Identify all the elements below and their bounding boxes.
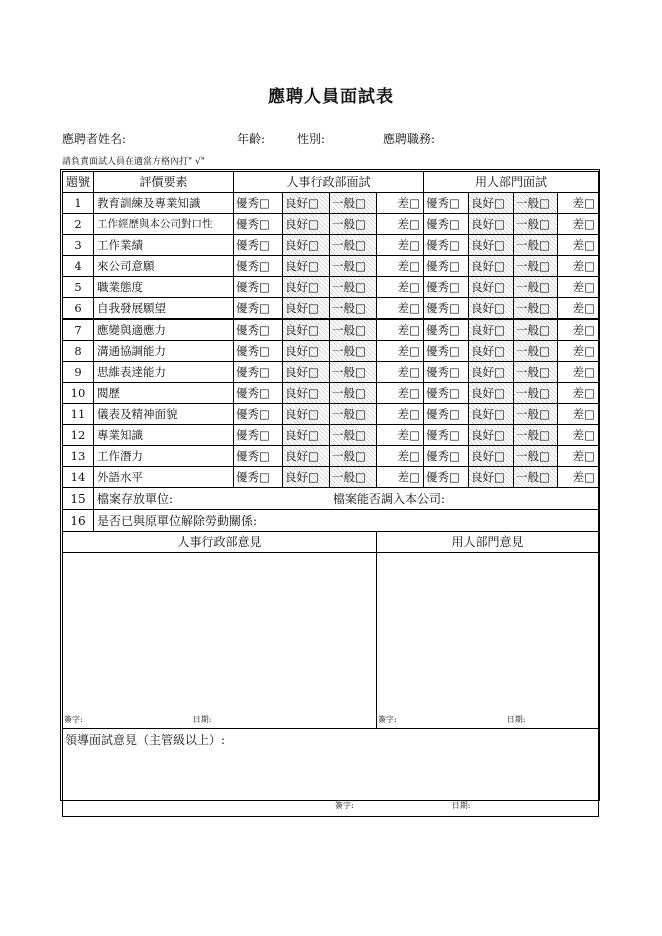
hr-option-excellent[interactable]: 優秀□ <box>234 425 283 446</box>
dept-option-poor[interactable]: 差□ <box>558 193 599 214</box>
dept-option-poor[interactable]: 差□ <box>558 446 599 467</box>
dept-option-poor[interactable]: 差□ <box>558 319 599 341</box>
dept-option-good[interactable]: 良好□ <box>469 341 514 362</box>
archive-location-label: 檔案存放單位: <box>97 491 174 506</box>
table-row-archive <box>63 488 599 510</box>
dept-option-average[interactable]: 一般□ <box>514 193 558 214</box>
hr-option-poor[interactable]: 差□ <box>377 277 424 298</box>
table-row <box>63 341 599 362</box>
hr-opinion-title: 人事行政部意見 <box>63 532 377 553</box>
hr-opinion-box[interactable] <box>63 553 377 729</box>
row-number: 3 <box>63 235 94 256</box>
dept-option-good[interactable]: 良好□ <box>469 214 514 235</box>
hr-option-good[interactable]: 良好□ <box>283 383 330 404</box>
criterion-label: 應變與適應力 <box>94 319 234 341</box>
leadership-opinion-box[interactable] <box>63 729 599 817</box>
dept-option-good[interactable]: 良好□ <box>469 404 514 425</box>
dept-option-good[interactable]: 良好□ <box>469 446 514 467</box>
hr-option-average[interactable]: 一般□ <box>330 446 377 467</box>
row-number: 12 <box>63 425 94 446</box>
dept-option-good[interactable]: 良好□ <box>469 467 514 488</box>
hr-option-excellent[interactable]: 優秀□ <box>234 256 283 277</box>
dept-option-average[interactable]: 一般□ <box>514 425 558 446</box>
dept-option-average[interactable]: 一般□ <box>514 467 558 488</box>
hr-option-good[interactable]: 良好□ <box>283 319 330 341</box>
hr-option-poor[interactable]: 差□ <box>377 446 424 467</box>
hr-option-poor[interactable]: 差□ <box>377 193 424 214</box>
hr-option-poor[interactable]: 差□ <box>377 298 424 320</box>
hr-sign-label: 簽字: <box>64 715 83 724</box>
dept-opinion-box[interactable] <box>377 553 599 729</box>
dept-option-excellent[interactable]: 優秀□ <box>424 446 469 467</box>
dept-option-average[interactable]: 一般□ <box>514 319 558 341</box>
hr-option-poor[interactable]: 差□ <box>377 235 424 256</box>
hr-option-excellent[interactable]: 優秀□ <box>234 193 283 214</box>
dept-option-average[interactable]: 一般□ <box>514 277 558 298</box>
dept-option-excellent[interactable]: 優秀□ <box>424 362 469 383</box>
dept-option-poor[interactable]: 差□ <box>558 404 599 425</box>
table-row <box>63 319 599 341</box>
dept-option-excellent[interactable]: 優秀□ <box>424 256 469 277</box>
hr-option-excellent[interactable]: 優秀□ <box>234 214 283 235</box>
leadership-opinion-label: 領導面試意見（主管級以上）: <box>65 733 226 747</box>
labor-relation-label[interactable]: 是否已與原單位解除勞動關係: <box>94 510 599 532</box>
hr-option-average[interactable]: 一般□ <box>330 214 377 235</box>
hr-option-average[interactable]: 一般□ <box>330 256 377 277</box>
hr-option-average[interactable]: 一般□ <box>330 341 377 362</box>
archive-transfer-label: 檔案能否調入本公司: <box>333 491 446 506</box>
leadership-date-label: 日期: <box>451 801 471 810</box>
row-number: 8 <box>63 341 94 362</box>
row-number: 10 <box>63 383 94 404</box>
table-row <box>63 277 599 298</box>
criterion-label: 專業知識 <box>94 425 234 446</box>
hr-option-good[interactable]: 良好□ <box>283 425 330 446</box>
dept-option-average[interactable]: 一般□ <box>514 235 558 256</box>
dept-option-average[interactable]: 一般□ <box>514 214 558 235</box>
criterion-label: 教育訓練及專業知識 <box>94 193 234 214</box>
dept-option-poor[interactable]: 差□ <box>558 467 599 488</box>
hr-option-good[interactable]: 良好□ <box>283 404 330 425</box>
dept-option-good[interactable]: 良好□ <box>469 362 514 383</box>
hr-option-excellent[interactable]: 優秀□ <box>234 467 283 488</box>
hr-option-average[interactable]: 一般□ <box>330 425 377 446</box>
dept-option-average[interactable]: 一般□ <box>514 256 558 277</box>
applicant-name-label: 應聘者姓名: <box>62 132 127 146</box>
dept-option-excellent[interactable]: 優秀□ <box>424 404 469 425</box>
hr-option-average[interactable]: 一般□ <box>330 277 377 298</box>
criterion-label: 工作業績 <box>94 235 234 256</box>
criterion-label: 閱歷 <box>94 383 234 404</box>
criterion-label: 外語水平 <box>94 467 234 488</box>
dept-option-poor[interactable]: 差□ <box>558 425 599 446</box>
dept-option-poor[interactable]: 差□ <box>558 298 599 320</box>
header-hr-interview: 人事行政部面試 <box>234 172 424 193</box>
table-row <box>63 235 599 256</box>
dept-option-excellent[interactable]: 優秀□ <box>424 214 469 235</box>
dept-date-label: 日期: <box>506 715 526 724</box>
criterion-label: 工作潛力 <box>94 446 234 467</box>
dept-option-average[interactable]: 一般□ <box>514 383 558 404</box>
opinion-header-row <box>63 532 599 553</box>
table-row <box>63 425 599 446</box>
hr-option-excellent[interactable]: 優秀□ <box>234 362 283 383</box>
row-number: 9 <box>63 362 94 383</box>
hr-option-average[interactable]: 一般□ <box>330 319 377 341</box>
dept-option-excellent[interactable]: 優秀□ <box>424 319 469 341</box>
hr-option-excellent[interactable]: 優秀□ <box>234 446 283 467</box>
dept-option-good[interactable]: 良好□ <box>469 425 514 446</box>
hr-option-average[interactable]: 一般□ <box>330 404 377 425</box>
header-item: 評價要素 <box>94 172 234 193</box>
header-dept-interview: 用人部門面試 <box>424 172 599 193</box>
dept-option-good[interactable]: 良好□ <box>469 277 514 298</box>
dept-option-poor[interactable]: 差□ <box>558 214 599 235</box>
criterion-label: 溝通協調能力 <box>94 341 234 362</box>
gender-label: 性別: <box>297 132 326 146</box>
dept-option-average[interactable]: 一般□ <box>514 446 558 467</box>
dept-option-good[interactable]: 良好□ <box>469 193 514 214</box>
table-row <box>63 446 599 467</box>
dept-option-good[interactable]: 良好□ <box>469 383 514 404</box>
row-number: 13 <box>63 446 94 467</box>
dept-option-good[interactable]: 良好□ <box>469 256 514 277</box>
hr-option-good[interactable]: 良好□ <box>283 446 330 467</box>
header-no: 題號 <box>63 172 94 193</box>
dept-option-average[interactable]: 一般□ <box>514 341 558 362</box>
hr-option-average[interactable]: 一般□ <box>330 298 377 320</box>
dept-opinion-title: 用人部門意見 <box>377 532 599 553</box>
hr-option-excellent[interactable]: 優秀□ <box>234 235 283 256</box>
dept-option-average[interactable]: 一般□ <box>514 298 558 320</box>
dept-option-excellent[interactable]: 優秀□ <box>424 193 469 214</box>
hr-option-poor[interactable]: 差□ <box>377 341 424 362</box>
hr-option-good[interactable]: 良好□ <box>283 193 330 214</box>
row-number: 6 <box>63 298 94 320</box>
hr-option-average[interactable]: 一般□ <box>330 235 377 256</box>
row-number: 1 <box>63 193 94 214</box>
table-row <box>63 298 599 320</box>
table-row <box>63 404 599 425</box>
hr-option-good[interactable]: 良好□ <box>283 214 330 235</box>
hr-option-good[interactable]: 良好□ <box>283 277 330 298</box>
dept-option-poor[interactable]: 差□ <box>558 383 599 404</box>
interview-form-table <box>62 171 599 817</box>
criterion-label: 儀表及精神面貌 <box>94 404 234 425</box>
hr-option-poor[interactable]: 差□ <box>377 404 424 425</box>
dept-option-excellent[interactable]: 優秀□ <box>424 277 469 298</box>
hr-option-average[interactable]: 一般□ <box>330 362 377 383</box>
dept-option-good[interactable]: 良好□ <box>469 319 514 341</box>
dept-option-excellent[interactable]: 優秀□ <box>424 235 469 256</box>
dept-option-good[interactable]: 良好□ <box>469 235 514 256</box>
row-number: 15 <box>63 488 94 510</box>
dept-option-excellent[interactable]: 優秀□ <box>424 383 469 404</box>
hr-option-poor[interactable]: 差□ <box>377 362 424 383</box>
row-number: 4 <box>63 256 94 277</box>
hr-option-average[interactable]: 一般□ <box>330 383 377 404</box>
hr-option-excellent[interactable]: 優秀□ <box>234 383 283 404</box>
leadership-row <box>63 729 599 817</box>
dept-option-poor[interactable]: 差□ <box>558 362 599 383</box>
hr-option-average[interactable]: 一般□ <box>330 193 377 214</box>
dept-option-excellent[interactable]: 優秀□ <box>424 341 469 362</box>
hr-option-excellent[interactable]: 優秀□ <box>234 277 283 298</box>
hr-option-poor[interactable]: 差□ <box>377 214 424 235</box>
criterion-label: 工作經歷與本公司對口性 <box>94 214 234 235</box>
dept-option-poor[interactable]: 差□ <box>558 341 599 362</box>
table-row <box>63 256 599 277</box>
hr-option-good[interactable]: 良好□ <box>283 256 330 277</box>
leadership-sign-label: 簽字: <box>335 801 354 810</box>
dept-option-poor[interactable]: 差□ <box>558 256 599 277</box>
hr-option-excellent[interactable]: 優秀□ <box>234 404 283 425</box>
table-row <box>63 467 599 488</box>
hr-option-good[interactable]: 良好□ <box>283 235 330 256</box>
position-label: 應聘職務: <box>383 132 436 146</box>
dept-sign-label: 簽字: <box>378 715 397 724</box>
hr-option-poor[interactable]: 差□ <box>377 425 424 446</box>
row-number: 14 <box>63 467 94 488</box>
row-number: 2 <box>63 214 94 235</box>
dept-option-good[interactable]: 良好□ <box>469 298 514 320</box>
criterion-label: 思維表達能力 <box>94 362 234 383</box>
row-number: 16 <box>63 510 94 532</box>
table-row <box>63 383 599 404</box>
dept-option-average[interactable]: 一般□ <box>514 362 558 383</box>
row-number: 11 <box>63 404 94 425</box>
dept-option-excellent[interactable]: 優秀□ <box>424 467 469 488</box>
hr-option-poor[interactable]: 差□ <box>377 319 424 341</box>
instruction-note: 請負責面試人員在適當方格內打" √" <box>62 157 205 167</box>
opinion-body-row <box>63 553 599 729</box>
table-row-labor-relation <box>63 510 599 532</box>
row-number: 5 <box>63 277 94 298</box>
hr-option-good[interactable]: 良好□ <box>283 298 330 320</box>
row-number: 7 <box>63 319 94 341</box>
dept-option-excellent[interactable]: 優秀□ <box>424 298 469 320</box>
page-title: 應聘人員面試表 <box>268 87 394 107</box>
hr-date-label: 日期: <box>192 715 212 724</box>
table-header-row <box>63 172 599 193</box>
hr-option-excellent[interactable]: 優秀□ <box>234 341 283 362</box>
criterion-label: 職業態度 <box>94 277 234 298</box>
dept-option-excellent[interactable]: 優秀□ <box>424 425 469 446</box>
table-row <box>63 362 599 383</box>
hr-option-poor[interactable]: 差□ <box>377 383 424 404</box>
hr-option-good[interactable]: 良好□ <box>283 467 330 488</box>
hr-option-poor[interactable]: 差□ <box>377 256 424 277</box>
dept-option-average[interactable]: 一般□ <box>514 404 558 425</box>
dept-option-poor[interactable]: 差□ <box>558 277 599 298</box>
criterion-label: 自我發展願望 <box>94 298 234 320</box>
dept-option-poor[interactable]: 差□ <box>558 235 599 256</box>
hr-option-good[interactable]: 良好□ <box>283 341 330 362</box>
hr-option-poor[interactable]: 差□ <box>377 467 424 488</box>
table-row <box>63 193 599 214</box>
age-label: 年齡: <box>237 132 266 146</box>
hr-option-excellent[interactable]: 優秀□ <box>234 298 283 320</box>
archive-field[interactable] <box>94 488 599 510</box>
table-row <box>63 214 599 235</box>
hr-option-excellent[interactable]: 優秀□ <box>234 319 283 341</box>
hr-option-average[interactable]: 一般□ <box>330 467 377 488</box>
hr-option-good[interactable]: 良好□ <box>283 362 330 383</box>
criterion-label: 來公司意願 <box>94 256 234 277</box>
